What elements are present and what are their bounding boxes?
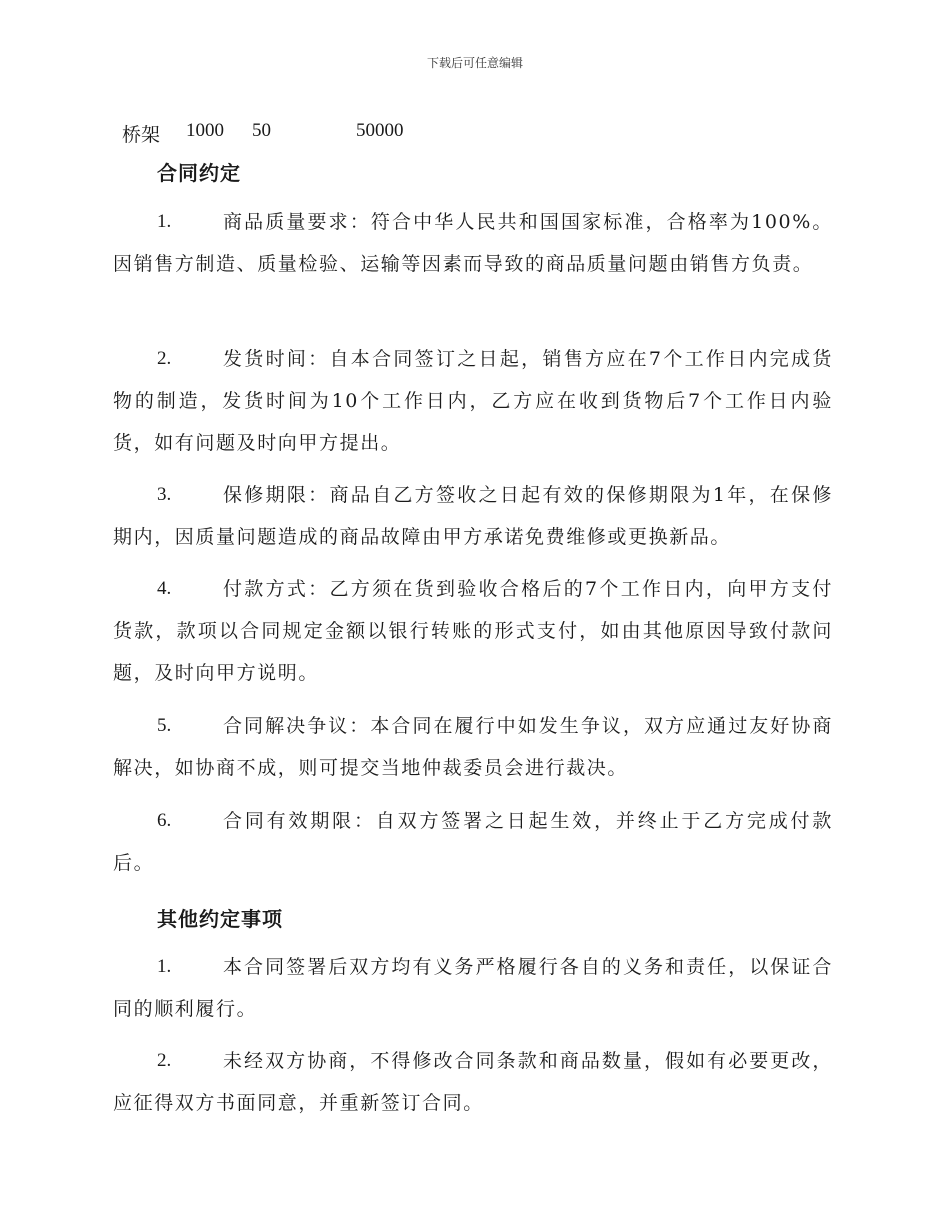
clause-text: 付款方式：乙方须在货到验收合格后的7个工作日内，向甲方支付货款，款项以合同规定金额以银行转账的形式支付，如由其他原因导致付款问题，及时向甲方说明。 [113, 578, 833, 684]
clause-item [113, 800, 833, 884]
clause-item [113, 474, 833, 558]
table-row [122, 120, 522, 144]
clause-item [113, 705, 833, 789]
clause-number: 2. [157, 1050, 172, 1071]
clause-text: 保修期限：商品自乙方签收之日起有效的保修期限为1年，在保修期内，因质量问题造成的商品故障由甲方承诺免费维修或更换新品。 [113, 484, 833, 548]
page-header: 下载后可任意编辑 [426, 56, 523, 70]
clause-item [113, 568, 833, 694]
clause-number: 6. [157, 810, 172, 831]
clause-item [113, 946, 833, 1030]
item-name: 桥架 [122, 124, 161, 146]
clause-number: 4. [157, 578, 172, 599]
item-quantity: 1000 [186, 120, 224, 141]
clause-number: 1. [157, 956, 172, 977]
clause-text: 本合同签署后双方均有义务严格履行各自的义务和责任，以保证合同的顺利履行。 [113, 956, 833, 1020]
clause-text: 发货时间：自本合同签订之日起，销售方应在7个工作日内完成货物的制造，发货时间为10个工作日内，乙方应在收到货物后7个工作日内验货，如有问题及时向甲方提出。 [113, 348, 833, 454]
clause-item [113, 1040, 833, 1124]
item-total: 50000 [356, 120, 404, 141]
item-unit-price: 50 [252, 120, 271, 141]
section-heading-other-terms: 其他约定事项 [157, 907, 283, 931]
section-heading-contract-terms: 合同约定 [157, 161, 241, 185]
clause-number: 5. [157, 715, 172, 736]
clause-item [113, 201, 833, 285]
clause-text: 合同有效期限：自双方签署之日起生效，并终止于乙方完成付款后。 [113, 810, 833, 874]
clause-text: 未经双方协商，不得修改合同条款和商品数量，假如有必要更改，应征得双方书面同意，并重新签订合同。 [113, 1050, 833, 1114]
clause-text: 商品质量要求：符合中华人民共和国国家标准，合格率为100%。因销售方制造、质量检验、运输等因素而导致的商品质量问题由销售方负责。 [113, 211, 833, 275]
clause-number: 1. [157, 211, 172, 232]
clause-number: 2. [157, 348, 172, 369]
clause-item [113, 338, 833, 464]
clause-text: 合同解决争议：本合同在履行中如发生争议，双方应通过友好协商解决，如协商不成，则可提交当地仲裁委员会进行裁决。 [113, 715, 833, 779]
clause-number: 3. [157, 484, 172, 505]
